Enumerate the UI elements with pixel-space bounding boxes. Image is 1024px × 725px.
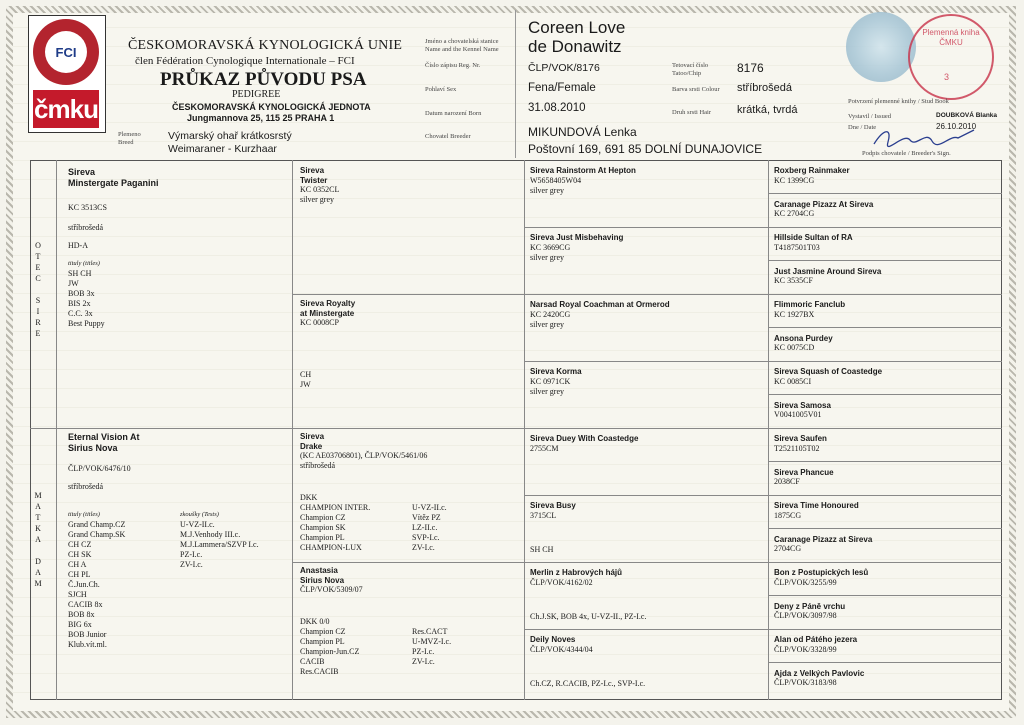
gggp-cell bbox=[774, 602, 1000, 622]
title-item: Grand Champ.CZ bbox=[68, 520, 126, 529]
ggp-reg: W5658405W04 bbox=[530, 175, 582, 185]
breed-label: Plemeno Breed bbox=[118, 131, 141, 146]
gp-sire-dam bbox=[300, 299, 520, 390]
gggp-name: Deny z Páně vrchu bbox=[774, 601, 846, 611]
hair-value: krátká, tvrdá bbox=[737, 104, 798, 116]
ggp-name: Merlin z Habrových hájů bbox=[530, 568, 623, 577]
colour-label: Barva srsti Colour bbox=[672, 86, 720, 93]
gp-ss-name-1: Sireva bbox=[300, 166, 325, 175]
title-item: CH SK bbox=[68, 550, 92, 559]
gggp-reg: 2704CG bbox=[774, 544, 802, 553]
gggp-reg: V0041005V01 bbox=[774, 410, 822, 419]
gggp-reg: 1875CG bbox=[774, 510, 802, 520]
title-item: Champion PL bbox=[300, 533, 345, 542]
dam-side-label bbox=[34, 490, 42, 589]
gggp-cell bbox=[774, 200, 1000, 220]
gggp-name: Hillside Sultan of RA bbox=[774, 233, 853, 242]
sex-value: Fena/Female bbox=[528, 82, 596, 94]
gp-ss-reg: KC 0352CL bbox=[300, 185, 340, 194]
side-letter: A bbox=[35, 568, 41, 577]
gp-sd-name-2: at Minstergate bbox=[300, 308, 355, 318]
breeder-address: Poštovní 169, 691 85 DOLNÍ DUNAJOVICE bbox=[528, 142, 763, 156]
ggp-name: Deily Noves bbox=[530, 635, 576, 644]
gggp-reg: KC 0075CD bbox=[774, 343, 815, 352]
dam-awards bbox=[68, 510, 288, 650]
ggp-colour: silver grey bbox=[530, 185, 564, 195]
test-item: Res.CACT bbox=[412, 627, 448, 636]
test-item: ZV-I.c. bbox=[412, 543, 435, 552]
gggp-reg: ČLP/VOK/3097/98 bbox=[774, 611, 837, 620]
gggp-cell bbox=[774, 166, 1000, 186]
gggp-reg: ČLP/VOK/3255/99 bbox=[774, 577, 837, 587]
ggp-reg: KC 2420CG bbox=[530, 309, 571, 319]
col-divider-4 bbox=[768, 160, 769, 700]
ggp-colour: silver grey bbox=[530, 252, 564, 262]
gggp-reg: KC 3535CF bbox=[774, 276, 813, 285]
title-item: Champion-Jun.CZ bbox=[300, 647, 360, 656]
title-item: SH CH bbox=[68, 269, 92, 278]
breeder-name: MIKUNDOVÁ Lenka bbox=[528, 125, 637, 139]
ggp-extra: Ch.J.SK, BOB 4x, U-VZ-II., PZ-I.c. bbox=[530, 612, 647, 621]
gggp-name: Just Jasmine Around Sireva bbox=[774, 266, 882, 276]
gp-ds-colour: stříbrošedá bbox=[300, 461, 336, 470]
test-item: U-VZ-II.c. bbox=[412, 503, 447, 512]
title-item: CH bbox=[300, 370, 312, 379]
ggp-reg: 2755CM bbox=[530, 443, 559, 453]
ggp-cell bbox=[530, 434, 764, 454]
gp-dd-titles bbox=[300, 627, 412, 677]
gggp-cell bbox=[774, 233, 1000, 253]
row-divider-ggp3 bbox=[524, 361, 1002, 362]
colour-value: stříbrošedá bbox=[737, 82, 793, 94]
ggp-cell bbox=[530, 635, 764, 688]
gggp-name: Ansona Purdey bbox=[774, 333, 833, 343]
side-letter: C bbox=[35, 274, 41, 283]
gggp-reg: KC 1399CG bbox=[774, 175, 815, 185]
date-label: Dne / Date bbox=[848, 124, 877, 131]
gp-dd-name-1: Anastasia bbox=[300, 566, 338, 575]
gggp-name: Sireva Time Honoured bbox=[774, 501, 859, 510]
breed-value-1: Výmarský ohař krátkosrstý bbox=[168, 130, 292, 142]
row-divider-ggp1 bbox=[524, 227, 1002, 228]
test-item: SVP-I.c. bbox=[412, 533, 440, 542]
title-item: CH A bbox=[68, 560, 87, 569]
ggp-colour: silver grey bbox=[530, 386, 564, 396]
org-name: ČESKOMORAVSKÁ KYNOLOGICKÁ UNIE bbox=[128, 38, 403, 53]
test-item: ZV-I.c. bbox=[412, 657, 435, 666]
sire-side-label bbox=[34, 240, 42, 339]
gggp-name: Sireva Squash of Coastedge bbox=[774, 367, 883, 376]
row-divider-gp2 bbox=[292, 562, 1002, 563]
test-item: LZ-II.c. bbox=[412, 523, 438, 532]
gp-dd-reg: ČLP/VOK/5309/07 bbox=[300, 585, 363, 594]
gggp-cell bbox=[774, 568, 1000, 588]
gggp-cell bbox=[774, 535, 1000, 555]
ggp-cell bbox=[530, 233, 764, 263]
row-divider-g9 bbox=[768, 461, 1002, 462]
sire-name-1: Sireva bbox=[68, 167, 96, 177]
title-item: Best Puppy bbox=[68, 319, 105, 328]
test-item: PZ-I.c. bbox=[412, 647, 435, 656]
col-divider-3 bbox=[524, 160, 525, 700]
side-letter: D bbox=[35, 557, 41, 566]
gp-dd-tests bbox=[412, 627, 451, 677]
gp-ds-name-1: Sireva bbox=[300, 432, 325, 441]
issued-label: Vystavil / Issued bbox=[848, 113, 891, 120]
title-item: CHAMPION-LUX bbox=[300, 543, 362, 552]
gp-dd-dkk: DKK 0/0 bbox=[300, 617, 330, 626]
dam-cell bbox=[68, 432, 288, 650]
gggp-cell bbox=[774, 334, 1000, 354]
gggp-name: Caranage Pizazz At Sireva bbox=[774, 199, 874, 209]
ggp-reg: ČLP/VOK/4162/02 bbox=[530, 577, 593, 587]
title-item: Klub.vít.ml. bbox=[68, 640, 107, 649]
gggp-name: Roxberg Rainmaker bbox=[774, 166, 850, 175]
title-item: SJCH bbox=[68, 590, 87, 599]
ggp-cell bbox=[530, 501, 764, 554]
side-letter bbox=[34, 545, 42, 556]
ggp-cell bbox=[530, 367, 764, 397]
test-item: PZ-I.c. bbox=[180, 550, 203, 559]
row-divider-g7 bbox=[768, 394, 1002, 395]
title-item: Champion SK bbox=[300, 523, 346, 532]
side-letter: A bbox=[35, 502, 41, 511]
title-item: JW bbox=[300, 380, 311, 389]
dam-tests bbox=[180, 520, 259, 570]
side-letter: O bbox=[35, 241, 41, 250]
gggp-name: Ajda z Velkých Pavlovic bbox=[774, 668, 865, 678]
assoc-address: Jungmannova 25, 115 25 PRAHA 1 bbox=[187, 113, 335, 123]
sire-hd: HD-A bbox=[68, 241, 88, 250]
gggp-reg: KC 2704CG bbox=[774, 209, 815, 218]
ggp-name: Sireva Rainstorm At Hepton bbox=[530, 166, 636, 175]
gggp-reg: KC 1927BX bbox=[774, 309, 815, 319]
title-item: JW bbox=[68, 279, 79, 288]
title-item: CH PL bbox=[68, 570, 91, 579]
test-item: M.J.Lammera/SZVP I.c. bbox=[180, 540, 259, 549]
row-divider-g13 bbox=[768, 595, 1002, 596]
dam-reg: ČLP/VOK/6476/10 bbox=[68, 464, 131, 473]
dam-titles-label: tituly (titles) bbox=[68, 511, 100, 518]
side-letter: I bbox=[36, 307, 40, 316]
ggp-name: Sireva Busy bbox=[530, 501, 576, 510]
ggp-reg: KC 0971CK bbox=[530, 376, 571, 386]
side-letter: M bbox=[34, 491, 42, 500]
gggp-name: Sireva Phancue bbox=[774, 467, 834, 477]
tattoo-label: Tetovací číslo Tatoo/Chip bbox=[672, 62, 709, 77]
title-item: CACIB bbox=[300, 657, 325, 666]
studbook-hologram bbox=[846, 12, 916, 82]
member-line: člen Fédération Cynologique Internationale – FCI bbox=[135, 55, 355, 67]
row-divider-g5 bbox=[768, 327, 1002, 328]
doc-title: PRŮKAZ PŮVODU PSA bbox=[160, 69, 367, 90]
title-item: Champion CZ bbox=[300, 627, 346, 636]
row-divider-g3 bbox=[768, 260, 1002, 261]
sire-reg: KC 3513CS bbox=[68, 203, 107, 212]
ggp-name: Narsad Royal Coachman at Ormerod bbox=[530, 300, 670, 309]
title-item: Champion CZ bbox=[300, 513, 346, 522]
gggp-reg: T2521105T02 bbox=[774, 443, 820, 453]
gp-ds-tests bbox=[412, 503, 447, 553]
born-label: Datum narození Born bbox=[425, 110, 482, 117]
dam-colour: stříbrošedá bbox=[68, 482, 104, 491]
row-divider-ggp7 bbox=[524, 629, 1002, 630]
side-letter: S bbox=[35, 296, 41, 305]
ggp-colour: silver grey bbox=[530, 319, 564, 329]
side-letter: E bbox=[35, 263, 41, 272]
row-divider-gp1 bbox=[292, 294, 1002, 295]
gp-ss-name-2: Twister bbox=[300, 175, 328, 185]
side-letter: R bbox=[35, 318, 41, 327]
ggp-cell bbox=[530, 166, 764, 196]
side-letter bbox=[34, 284, 42, 295]
sex-label: Pohlaví Sex bbox=[425, 86, 457, 93]
sire-titles bbox=[68, 269, 288, 329]
stamp-number: 3 bbox=[944, 72, 950, 82]
dog-name-1: Coreen Love bbox=[528, 18, 626, 37]
gggp-cell bbox=[774, 434, 1000, 454]
row-divider-ggp5 bbox=[524, 495, 1002, 496]
title-item: BOB 3x bbox=[68, 289, 95, 298]
reg-label: Číslo zápisu Reg. Nr. bbox=[425, 62, 481, 69]
sire-cell bbox=[68, 167, 288, 329]
fci-logo-text: FCI bbox=[45, 31, 87, 73]
side-letter: E bbox=[35, 329, 41, 338]
gggp-name: Alan od Pátého jezera bbox=[774, 635, 858, 644]
gggp-cell bbox=[774, 468, 1000, 488]
gggp-cell bbox=[774, 300, 1000, 320]
gggp-name: Sireva Samosa bbox=[774, 400, 831, 410]
gggp-cell bbox=[774, 669, 1000, 689]
title-item: Champion PL bbox=[300, 637, 345, 646]
gp-ds-dkk: DKK bbox=[300, 493, 318, 502]
test-item: M.J.Venhody III.c. bbox=[180, 530, 241, 539]
dam-name-1: Eternal Vision At bbox=[68, 432, 140, 442]
gggp-name: Sireva Saufen bbox=[774, 434, 827, 443]
kennel-label: Jméno a chovatelská stanice Name and the Kennel Name bbox=[425, 38, 499, 53]
gggp-name: Caranage Pizazz at Sireva bbox=[774, 534, 873, 544]
test-item: U-VZ-II.c. bbox=[180, 520, 215, 529]
dam-name-2: Sirius Nova bbox=[68, 443, 118, 453]
title-item: BOB Junior bbox=[68, 630, 107, 639]
col-divider-1 bbox=[56, 160, 57, 700]
header-divider bbox=[515, 10, 516, 158]
title-item: CHAMPION INTER. bbox=[300, 503, 371, 512]
gp-sd-name-1: Sireva Royalty bbox=[300, 299, 356, 308]
signature bbox=[870, 126, 980, 150]
gggp-reg: T4187501T03 bbox=[774, 242, 820, 252]
born-value: 31.08.2010 bbox=[528, 102, 586, 114]
row-divider-g11 bbox=[768, 528, 1002, 529]
ggp-reg: 3715CL bbox=[530, 510, 557, 520]
studbook-label: Potvrzení plemenné knihy / Stud Book bbox=[848, 98, 949, 105]
title-item: C.C. 3x bbox=[68, 309, 93, 318]
gp-dd-name-2: Sirius Nova bbox=[300, 575, 345, 585]
title-item: Res.CACIB bbox=[300, 667, 339, 676]
ggp-cell bbox=[530, 568, 764, 621]
gp-sd-titles bbox=[300, 370, 520, 390]
title-item: CACIB 8x bbox=[68, 600, 103, 609]
studbook-stamp bbox=[908, 14, 994, 100]
side-letter: K bbox=[35, 524, 41, 533]
title-item: BIG 6x bbox=[68, 620, 92, 629]
side-letter: A bbox=[35, 535, 41, 544]
gp-ss-colour: silver grey bbox=[300, 195, 334, 204]
ggp-name: Sireva Korma bbox=[530, 367, 582, 376]
gggp-reg: ČLP/VOK/3328/99 bbox=[774, 644, 837, 654]
ggp-name: Sireva Duey With Coastedge bbox=[530, 434, 639, 443]
breeder-label: Chovatel Breeder bbox=[425, 133, 471, 140]
gp-sire-sire bbox=[300, 166, 520, 205]
gggp-reg: 2038CF bbox=[774, 477, 800, 486]
ggp-reg: ČLP/VOK/4344/04 bbox=[530, 644, 593, 654]
ggp-name: Sireva Just Misbehaving bbox=[530, 233, 624, 242]
row-divider-g1 bbox=[768, 193, 1002, 194]
fci-logo bbox=[33, 19, 99, 85]
gggp-cell bbox=[774, 635, 1000, 655]
side-letter: T bbox=[35, 252, 41, 261]
dam-titles bbox=[68, 520, 180, 650]
tattoo-value: 8176 bbox=[737, 61, 764, 75]
gp-dam-dam bbox=[300, 566, 520, 677]
ggp-extra: SH CH bbox=[530, 545, 554, 554]
gggp-cell bbox=[774, 401, 1000, 421]
title-item: Č.Jun.Ch. bbox=[68, 580, 100, 589]
cmku-logo: čmku bbox=[33, 90, 99, 128]
gggp-reg: ČLP/VOK/3183/98 bbox=[774, 678, 837, 687]
gp-ds-reg: (KC AE03706801), ČLP/VOK/5461/06 bbox=[300, 451, 428, 460]
dam-tests-label: zkoušky (Tests) bbox=[180, 511, 219, 518]
ggp-extra: Ch.CZ, R.CACIB, PZ-I.c., SVP-I.c. bbox=[530, 679, 646, 688]
gp-ds-titles bbox=[300, 503, 412, 553]
hair-label: Druh srsti Hair bbox=[672, 109, 711, 116]
reg-value: ČLP/VOK/8176 bbox=[528, 62, 600, 74]
test-item: ZV-I.c. bbox=[180, 560, 203, 569]
gp-sd-reg: KC 0008CP bbox=[300, 318, 339, 327]
title-item: BIS 2x bbox=[68, 299, 91, 308]
side-letter: M bbox=[34, 579, 42, 588]
doc-subtitle: PEDIGREE bbox=[232, 89, 281, 100]
title-item: CH CZ bbox=[68, 540, 92, 549]
date-value: 26.10.2010 bbox=[936, 122, 977, 131]
sign-label: Podpis chovatele / Breeder's Sign. bbox=[862, 150, 951, 157]
test-item: U-MVZ-I.c. bbox=[412, 637, 452, 646]
dog-name-2: de Donawitz bbox=[528, 37, 622, 56]
stamp-text: Plemenná kniha ČMKU bbox=[922, 28, 980, 47]
sire-titles-label: tituly (titles) bbox=[68, 260, 100, 267]
gggp-cell bbox=[774, 367, 1000, 387]
test-item: Vítěz PZ bbox=[412, 513, 441, 522]
gggp-cell bbox=[774, 501, 1000, 521]
title-item: Grand Champ.SK bbox=[68, 530, 126, 539]
gggp-cell bbox=[774, 267, 1000, 287]
sire-colour: stříbrošedá bbox=[68, 223, 104, 232]
breed-value-2: Weimaraner - Kurzhaar bbox=[168, 143, 277, 155]
ggp-cell bbox=[530, 300, 764, 330]
gp-dam-sire bbox=[300, 432, 520, 553]
assoc-name: ČESKOMORAVSKÁ KYNOLOGICKÁ JEDNOTA bbox=[172, 102, 371, 112]
ggp-reg: KC 3669CG bbox=[530, 242, 571, 252]
row-divider-g15 bbox=[768, 662, 1002, 663]
gp-ds-name-2: Drake bbox=[300, 441, 323, 451]
gggp-name: Bon z Postupických lesů bbox=[774, 568, 869, 577]
sire-name-2: Minstergate Paganini bbox=[68, 178, 159, 188]
col-divider-2 bbox=[292, 160, 293, 700]
gggp-reg: KC 0085CI bbox=[774, 376, 812, 386]
issued-value: DOUBKOVÁ Blanka bbox=[936, 112, 998, 119]
row-divider-sire-dam bbox=[30, 428, 1002, 429]
title-item: BOB 8x bbox=[68, 610, 95, 619]
gggp-name: Flimmoric Fanclub bbox=[774, 300, 846, 309]
logo-box bbox=[28, 15, 106, 133]
side-letter: T bbox=[35, 513, 41, 522]
